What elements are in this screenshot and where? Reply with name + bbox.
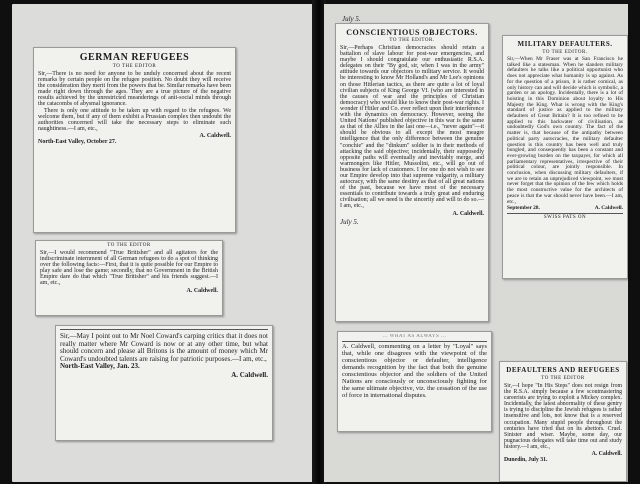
clipping-to-editor: TO THE EDITOR (107, 243, 151, 248)
clipping-paragraph: Sir,—There is no need for anyone to be unduly concerned about the recent remarks by certain people on the refugee position. No doubt they will receive the consideration they merit from the powers that be. Similar remarks have been made right down through the ages. They are a true picture of the negative results achieved by the unrestricted meanderings of anti-social minds through the catacombs of abysmal ignorance. (38, 71, 231, 108)
clipping-body: Sir,—Perhaps Christian democracies should retain a battalion of slave labour for post-war emergencies, and maybe I should congratulate our enthusiastic R.S.A. delegates on their "By god, sir, when I was in the army" attitude towards our objectors to military service. It would be interesting to know Mr Holland's and Mr Lee's opinions on those Hitlerian tactics, as there are quite a lot of loyal civilian subjects of King George VI. (who are interested in the causes of war and the principles of Christian democracy) who would like to know their post-war rights. I wonder if Hitler and Co. ever reflect upon their interference with the dynamics on democracy. However, seeing the United Nations' published objective in this war is the same as that of the Allies in the last one—i.e., "never again"—it should be obvious to all except the most meagre intelligence that the only difference between the genuine "conchie" and the "dinkum" soldier is in their methods of attacking the said objective; incidentally, their supposedly opposite paths will eventually and inevitably merge, and warmongers like Hitler, Mussolini, etc., will go out of business for lack of customers. I for one do not wish to see our Empire develop into that supreme vulgarity, a military autocracy, with the same destiny as that of all great nations of the past, because we have most of the necessary essentials to contribute towards a truly great and enduring civilisation; all we need is the sincerity and will to do so.—I am, etc., (340, 45, 484, 210)
clipping-signature: A. Caldwell. (594, 205, 623, 212)
clipping-signature: A. Caldwell. (231, 370, 268, 379)
clipping-true-britisher (35, 240, 223, 316)
handwritten-date: July 5. (342, 15, 361, 23)
left-scrapbook-page (12, 4, 314, 482)
clipping-rule (507, 213, 623, 214)
clipping-next-headline-fragment: SWISS PATS ON (543, 214, 587, 220)
clipping-place-date: North-East Valley, Jan. 23. (60, 362, 140, 371)
handwritten-date: July 5. (340, 217, 359, 226)
clipping-to-editor: TO THE EDITOR. (542, 50, 588, 55)
clipping-body: Sir,—May I point out to Mr Noel Coward's carping critics that it does not really matter where Mr Coward is now or at any other time, but what should concern and please all Britons is the amount of money which Mr Coward's undoubted talents are raising for patriotic purposes.—I am, etc., (60, 332, 268, 363)
clipping-signature: A. Caldwell. (591, 451, 622, 458)
clipping-headline: MILITARY DEFAULTERS. (517, 40, 613, 48)
clipping-cut-header: ... WHAT AS ALWAYS ... (382, 334, 447, 339)
clipping-headline: CONSCIENTIOUS OBJECTORS. (346, 28, 478, 37)
clipping-to-editor: TO THE EDITOR (541, 376, 585, 381)
clipping-caldwell-commenting (337, 331, 492, 432)
clipping-signature: A. Caldwell. (452, 210, 484, 217)
clipping-footer (507, 206, 623, 212)
clipping-conscientious-objectors (335, 23, 489, 322)
clipping-to-editor: TO THE EDITOR. (389, 38, 435, 43)
clipping-signature: A. Caldwell. (199, 132, 231, 139)
clipping-rule (342, 341, 487, 342)
clipping-body: Sir,—I hope "In His Steps" does not resign from the R.S.A. simply because a few scoutmastering careerists are trying to exploit a Mickey complex. Incidentally, the latest abnormality of these gentry is trying to discipline the Jewish refugees is rather insensitive and lots, not know that is a reserved occupation. Many stupid people throughout the centuries have tried that on its abettors. Cruel. Sinister and wiser. Maybe, some day, our pugnacious delegates will take time out and study history.—I am, etc., (504, 383, 622, 450)
clipping-defaulters-and-refugees (499, 361, 627, 482)
clipping-signature: A. Caldwell. (186, 287, 218, 294)
clipping-date: September 28. (507, 205, 540, 212)
clipping-body: A. Caldwell, commenting on a letter by "Loyal" says that, while one disagrees with the viewpoint of the conscientious objector or defaulter, intelligence demands recognition by the fact that both the genuine conscientious objector and the soldiers of the United Nations are consciously or unconsciously fighting for the same ultimate objective, viz. the cessation of the use of force in international disputes. (342, 343, 487, 399)
clipping-paragraph: There is only one attitude to be taken up with regard to the refugees. We welcome them, but if any of them exhibit a Prussian complex then undoubt the authorities concerned will take the necessary steps to eliminate such naughtiness.—I am, etc., (38, 107, 231, 132)
clipping-body: Sir,—I would recommend "True Britisher" and all agitators for the indiscriminate internment of all German refugees to do a spot of thinking over the following facts:—First, that it is quite possible for our Empire to play safe and lose the game; secondly, that no Government in the British Empire dare do that which "True Britisher" and his friends suggest.—I am, etc., (40, 250, 218, 287)
right-scrapbook-page (324, 4, 628, 482)
clipping-headline: GERMAN REFUGEES (79, 52, 190, 63)
clipping-place-date: Dunedin, July 31. (504, 457, 548, 464)
clipping-place-date: North-East Valley, October 27. (38, 139, 117, 146)
clipping-body: Sir,—When Mr Fraser was at San Francisco he talked like a statesman. When he slanders military defaulters he talks like a political opportunist who does not appreciate what humanity is up against. As for the question of a prison, it is rather comical, as only history can and will decide which is symbolic, a garden or an apology. Incidentally, there is a lot of hoisting in this Dominion about loyalty to His Majesty the King. What is wrong with the King's standard of justice as applied to the military defaulters of Great Britain? It is too refined to be applied to this backwater of civilisation, as undoubtedly God's own country. The fact of the matter is, that because of the antipathy between political party autocracies, the military defaulter question is this country has been well and truly bungled, and consequently has been a constant and ever-growing burden on the taxpayer, for which all parliamentary representatives, irrespective of their political colour, are jointly responsible. In conclusion, when discussing military defaulters, if we are to retain an unprejudiced viewpoint, we must never forget that the opinion of the few which holds the most constructive value for the architects of peace is that the war should never have been.—I am, etc., (507, 56, 623, 205)
clipping-top-rule (60, 329, 268, 330)
clipping-noel-coward (55, 325, 273, 441)
clipping-to-editor: TO THE EDITOR (112, 64, 157, 69)
clipping-headline: DEFAULTERS AND REFUGEES (506, 366, 620, 374)
clipping-military-defaulters (502, 35, 628, 279)
clipping-german-refugees (33, 47, 236, 233)
